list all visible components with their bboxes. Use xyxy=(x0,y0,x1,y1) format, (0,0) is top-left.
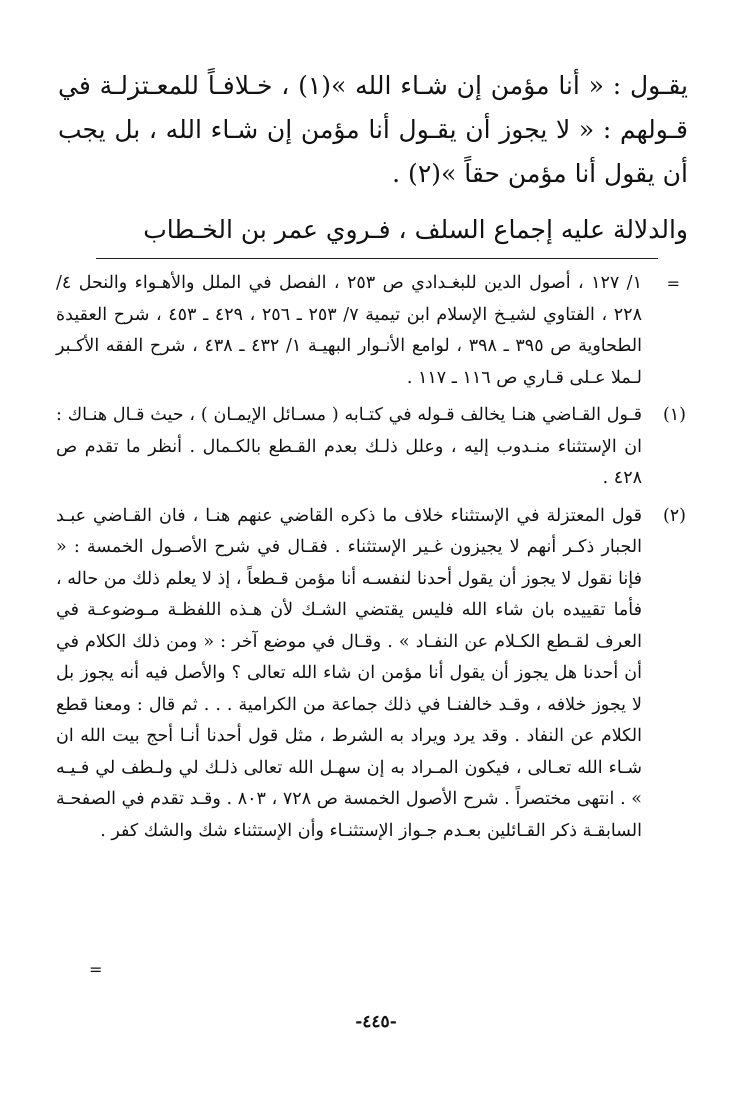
continuation-marker: = xyxy=(666,274,680,293)
footnote-2 xyxy=(56,501,686,848)
footnote-2-text: قول المعتزلة في الإستثناء خلاف ما ذكره القاضي عنهم هنـا ، فان القـاضي عبـد الجبار ذكـر أنهم لا يجيزون غـير الإستثناء . فقـال في شرح الأصـول الخمسة : « فإنا نقول لا يجوز أن يقول أحدنا لنفسـه أنا مؤمن قـطعاً ، إذ لا يعلم ذلك من حاله ، فأما تقييده بان شاء الله فليس يقتضي الشـك لأن هـذه اللفظـة مـوضوعـة في العرف لقـطع الكـلام عن النفـاد » . وقـال في موضع آخر : « ومن ذلك الكلام في أن أحدنا هل يجوز أن يقول أنا مؤمن ان شاء الله تعالى ؟ والأصل فيه أنه يجوز بل لا يجوز خلافه ، وقـد خالفنـا في ذلك جماعة من الكرامية . . . ثم قال : ومعنا قطع الكلام عن النفاد . وقد يرد ويراد به الشرط ، مثل قول أحدنا أنـا أحج بيت الله ان شـاء الله تعـالى ، فيكون المـراد به إن سهـل الله تعالى ذلـك لي ولـطف لي فـيـه » . انتهى مختصراً . شرح الأصول الخمسة ص ٧٢٨ ، ٨٠٣ . وقـد تقدم في الصفحـة السابقـة ذكر القـائلين بعـدم جـواز الإستثنـاء وأن الإستثناء شك والشك كفر . xyxy=(56,505,642,841)
footnote-continued-text: ١/ ١٢٧ ، أصول الدين للبغـدادي ص ٢٥٣ ، الفصل في الملل والأهـواء والنحل ٤/ ٢٢٨ ، الفتاوي لشيـخ الإسلام ابن تيمية ٧/ ٢٥٣ ـ ٢٥٦ ، ٤٢٩ ـ ٤٥٣ ، شرح العقيدة الطحاوية ص ٣٩٥ ـ ٣٩٨ ، لوامع الأنـوار البهيـة ١/ ٤٣٢ ـ ٤٣٨ ، شرح الفقه الأكـبر لـملا عـلى قـاري ص ١١٦ ـ ١١٧ . xyxy=(56,273,642,388)
footnote-2-marker: (٢) xyxy=(662,505,686,526)
footnote-1-marker: (١) xyxy=(662,405,686,425)
footnote-1-text: قـول القـاضي هنـا يخالف قـوله في كتـابه ( مسـائل الإيمـان ) ، حيث قـال هنـاك : ان الإستثناء منـدوب إليه ، وعلل ذلـك بعدم القـطع بالكـمال . أنظر ما تقدم ص ٤٢٨ . xyxy=(56,405,642,488)
footnotes xyxy=(56,268,686,847)
main-text xyxy=(58,64,688,252)
main-paragraph-1: يقـول : « أنا مؤمن إن شـاء الله »(١) ، خـلافـاً للمعـتزلـة في قـولهم : « لا يجوز أن يقـول أنا مؤمن إن شـاء الله ، بل يجب أن يقول أنا مؤمن حقاً »(٢) . xyxy=(58,71,688,188)
footnote-continued xyxy=(56,268,686,394)
main-paragraph-2: والدلالة عليه إجماع السلف ، فـروي عمر بن الخـطاب xyxy=(143,215,688,244)
footnote-1 xyxy=(56,400,686,495)
page-number: -٤٤٥- xyxy=(355,1012,397,1032)
footnote-divider xyxy=(96,258,658,259)
footnote-continues-marker: = xyxy=(89,960,103,979)
